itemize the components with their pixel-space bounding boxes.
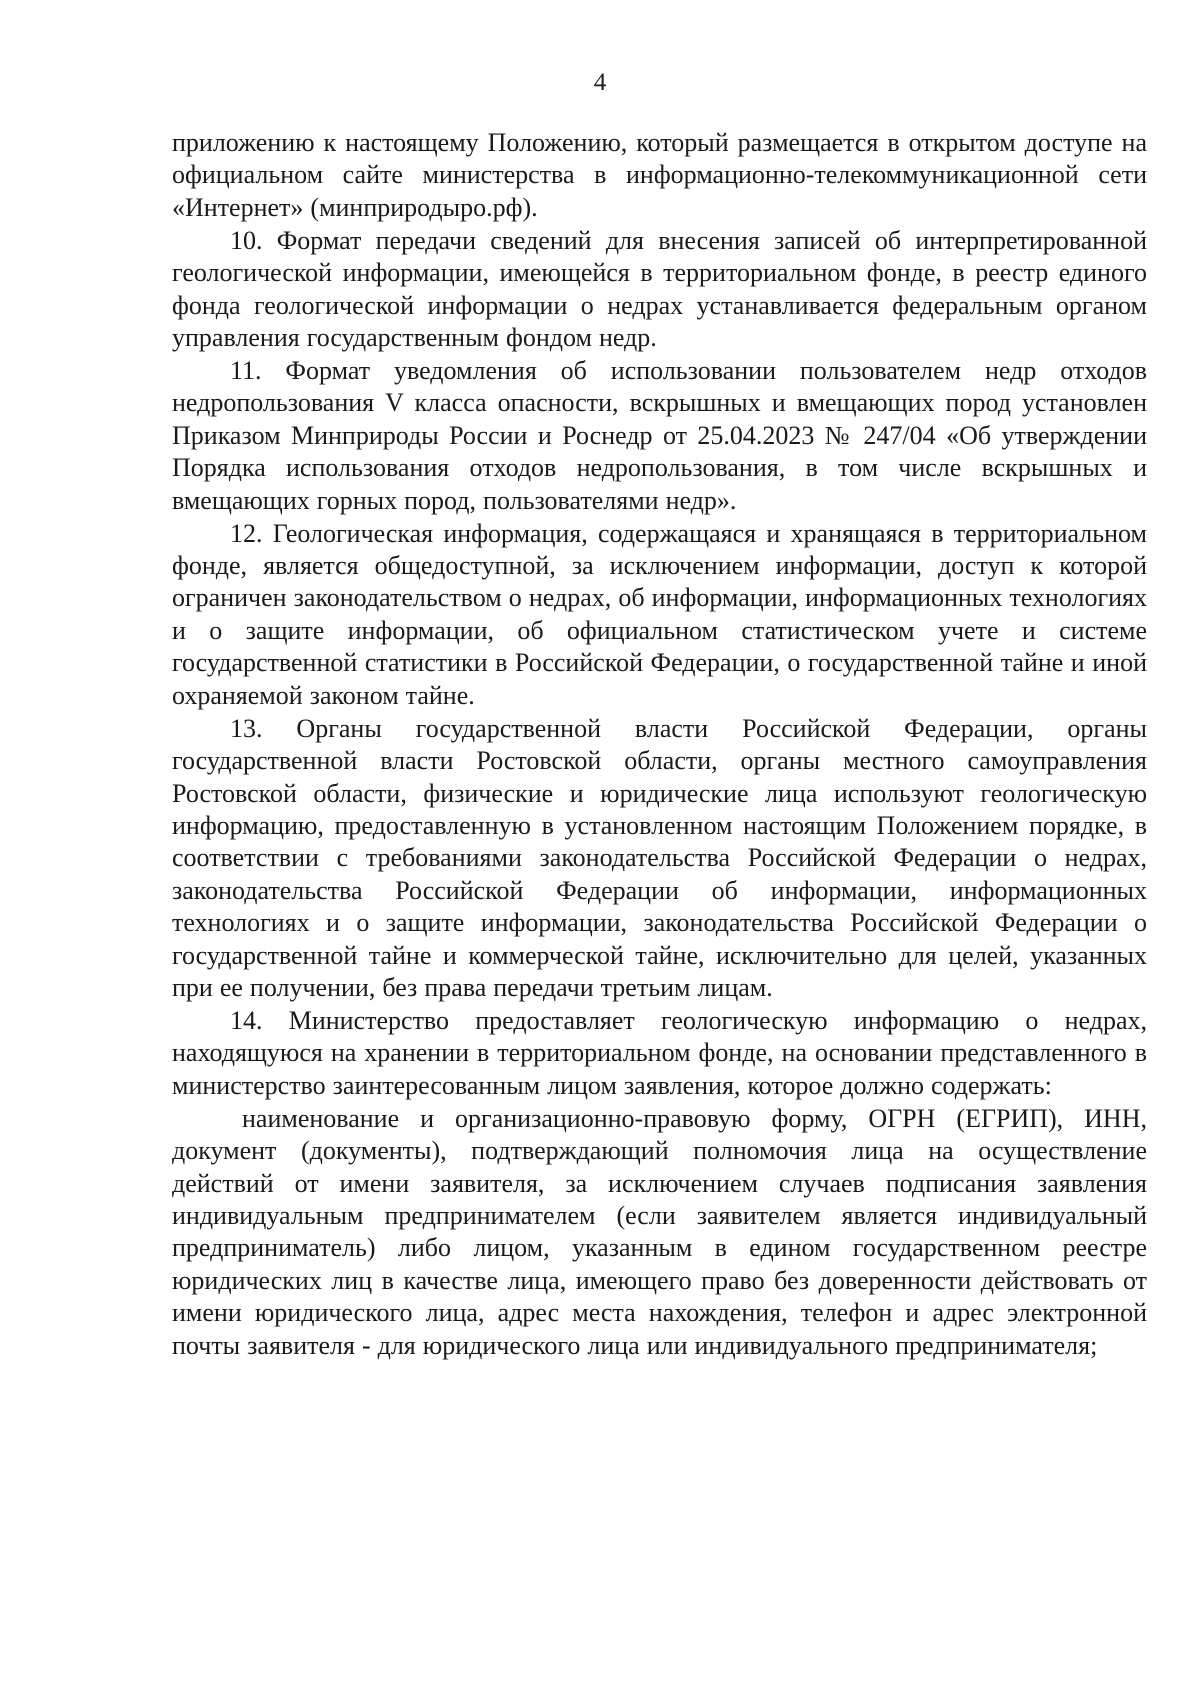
- paragraph-11: 11. Формат уведомления об использовании пользователем недр отходов недропользования V класса опасности, вскрышных и вмещающих пород установлен Приказом Минприроды России и Роснедр от 25.04.2023 № 247/04 «Об утверждении Порядка использования отходов недропользования, в том числе вскрышных и вмещающих горных пород, пользователями недр».: [172, 356, 1147, 515]
- paragraph-10: 10. Формат передачи сведений для внесения записей об интерпретированной геологической информации, имеющейся в территориальном фонде, в реестр единого фонда геологической информации о недрах устанавливается федеральным органом управления государственным фондом недр.: [172, 225, 1147, 353]
- paragraph-14: 14. Министерство предоставляет геологическую информацию о недрах, находящуюся на хранении в территориальном фонде, на основании представленного в министерство заинтересованным лицом заявления, которое должно содержать:: [172, 1005, 1147, 1100]
- paragraph-14-item: наименование и организационно-правовую форму, ОГРН (ЕГРИП), ИНН, документ (документы), подтверждающий полномочия лица на осуществление действий от имени заявителя, за исключением случаев подписания заявления индивидуальным предпринимателем (если заявителем является индивидуальный предприниматель) либо лицом, указанным в едином государственном реестре юридических лиц в качестве лица, имеющего право без доверенности действовать от имени юридического лица, адрес места нахождения, телефон и адрес электронной почты заявителя - для юридического лица или индивидуального предпринимателя;: [172, 1103, 1147, 1360]
- document-body: [172, 127, 1147, 1362]
- paragraph-13: 13. Органы государственной власти Российской Федерации, органы государственной власти Ростовской области, органы местного самоуправления Ростовской области, физические и юридические лица используют геологическую информацию, предоставленную в установленном настоящим Положением порядке, в соответствии с требованиями законодательства Российской Федерации о недрах, законодательства Российской Федерации об информации, информационных технологиях и о защите информации, законодательства Российской Федерации о государственной тайне и коммерческой тайне, исключительно для целей, указанных при ее получении, без права передачи третьим лицам.: [172, 713, 1147, 1002]
- page-number: 4: [593, 69, 607, 96]
- paragraph-12: 12. Геологическая информация, содержащаяся и хранящаяся в территориальном фонде, является общедоступной, за исключением информации, доступ к которой ограничен законодательством о недрах, об информации, информационных технологиях и о защите информации, об официальном статистическом учете и системе государственной статистики в Российской Федерации, о государственной тайне и иной охраняемой законом тайне.: [172, 518, 1147, 710]
- paragraph-continuation: приложению к настоящему Положению, который размещается в открытом доступе на официальном сайте министерства в информационно-телекоммуникационной сети «Интернет» (минприродыро.рф).: [172, 128, 1147, 222]
